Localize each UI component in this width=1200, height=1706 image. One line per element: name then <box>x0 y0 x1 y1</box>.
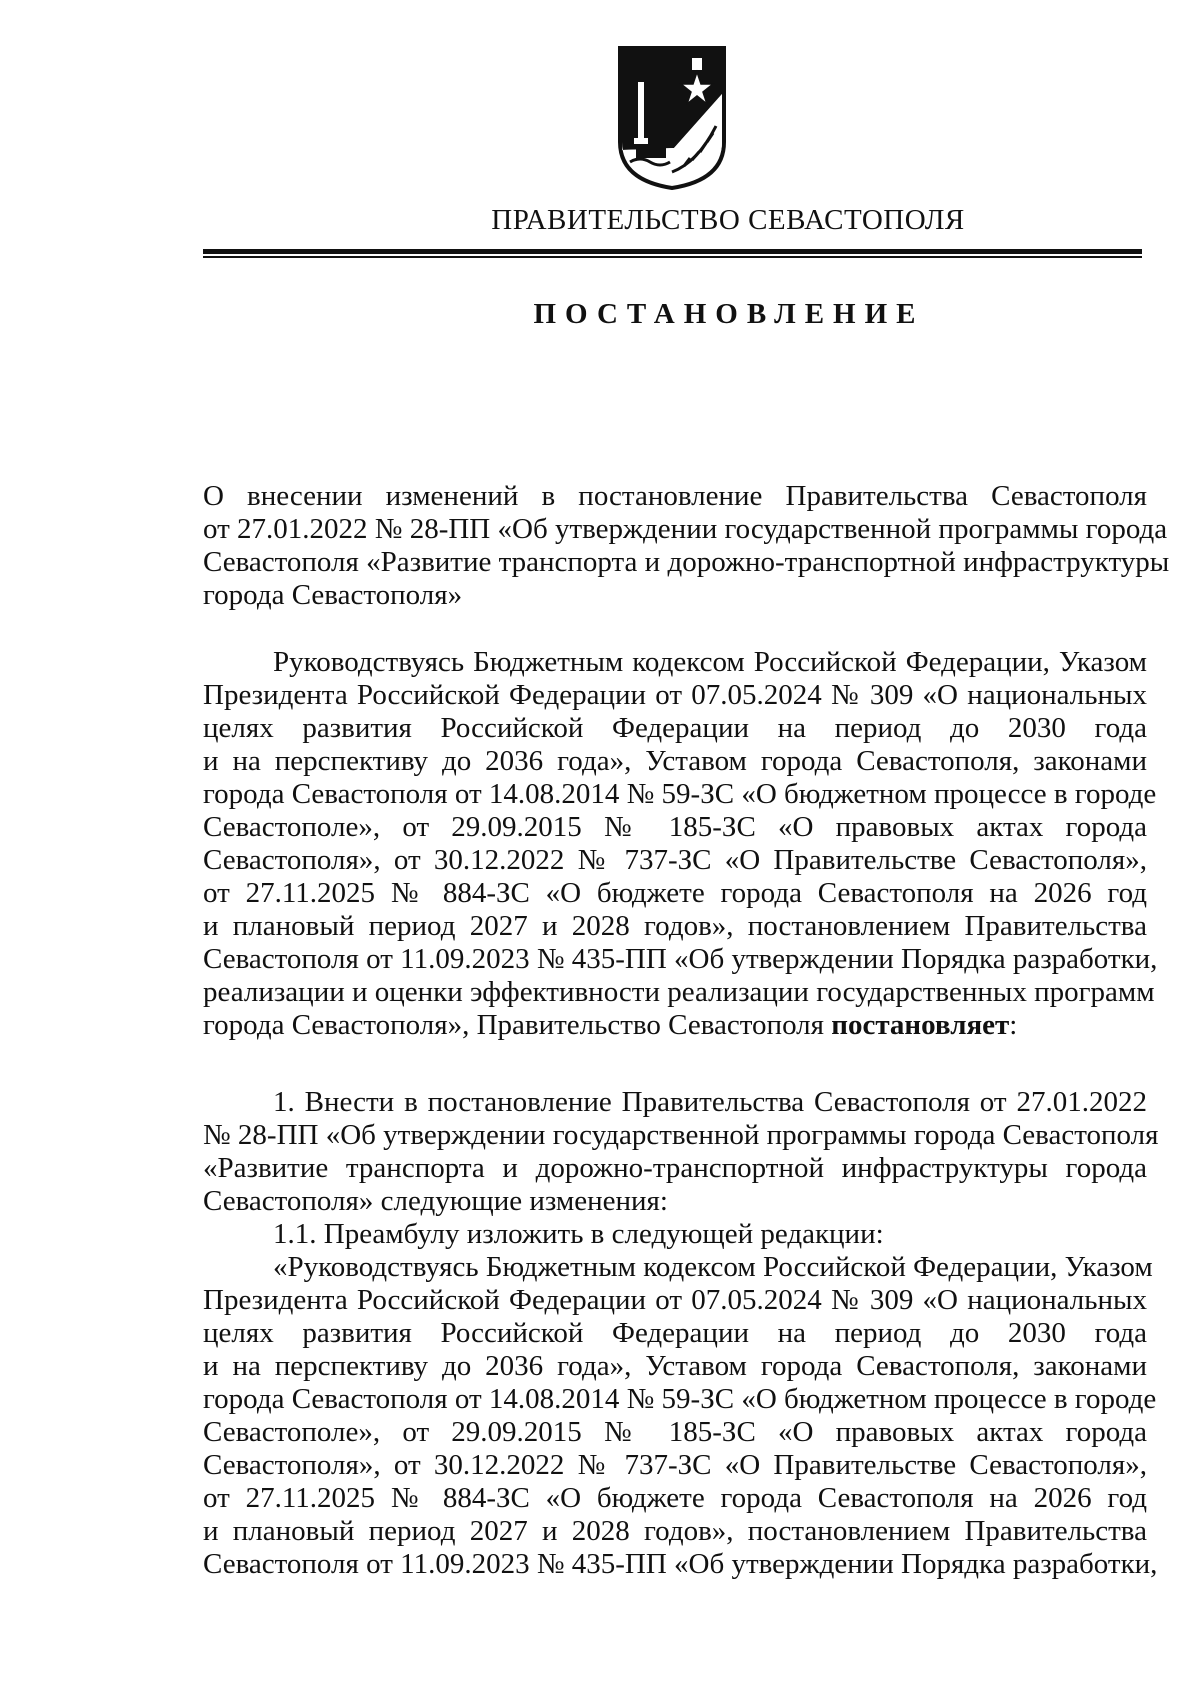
government-title: ПРАВИТЕЛЬСТВО СЕВАСТОПОЛЯ <box>491 204 965 236</box>
subject-line: от 27.01.2022 № 28-ПП «Об утверждении государственной программы города <box>203 513 1168 545</box>
item-1-1-line: и плановый период 2027 и 2028 годов», постановлением Правительства <box>203 1515 1147 1547</box>
item-1-block <box>203 1086 1159 1581</box>
preamble-line: от 27.11.2025 № 884-ЗС «О бюджете города Севастополя на 2026 год <box>203 877 1147 909</box>
item-1-1-line: и на перспективу до 2036 года», Уставом города Севастополя, законами <box>203 1350 1147 1382</box>
preamble-line: Севастополе», от 29.09.2015 № 185-ЗС «О правовых актах города <box>203 811 1147 843</box>
preamble-line: Севастополя», от 30.12.2022 № 737-ЗС «О Правительстве Севастополя», <box>203 844 1147 876</box>
item-1-1-heading: 1.1. Преамбулу изложить в следующей редакции: <box>273 1218 884 1250</box>
resolves-colon: : <box>1009 1009 1018 1041</box>
subject-line: Севастополя «Развитие транспорта и дорожно-транспортной инфраструктуры <box>203 546 1170 578</box>
item-1-1-line: города Севастополя от 14.08.2014 № 59-ЗС «О бюджетном процессе в городе <box>203 1383 1157 1415</box>
document-type-title: ПОСТАНОВЛЕНИЕ <box>533 298 925 330</box>
preamble-line: Севастополя от 11.09.2023 № 435-ПП «Об утверждении Порядка разработки, <box>203 943 1158 975</box>
subject-line: города Севастополя» <box>203 579 463 611</box>
preamble-line: и плановый период 2027 и 2028 годов», постановлением Правительства <box>203 910 1147 942</box>
header-rule-thick <box>203 249 1142 254</box>
header-rule-thin <box>203 256 1142 258</box>
preamble-last-text: города Севастополя», Правительство Севастополя <box>203 1009 832 1041</box>
item-1-line: 1. Внести в постановление Правительства Севастополя от 27.01.2022 <box>273 1086 1147 1118</box>
item-1-1-line: целях развития Российской Федерации на период до 2030 года <box>203 1317 1147 1349</box>
item-1-1-line: Севастополе», от 29.09.2015 № 185-ЗС «О правовых актах города <box>203 1416 1147 1448</box>
preamble-line: Президента Российской Федерации от 07.05.2024 № 309 «О национальных <box>203 679 1147 711</box>
item-1-line: № 28-ПП «Об утверждении государственной программы города Севастополя <box>203 1119 1159 1151</box>
preamble-last-line <box>203 1009 1147 1042</box>
item-1-line: Севастополя» следующие изменения: <box>203 1185 668 1217</box>
sevastopol-coat-of-arms-icon <box>612 42 732 192</box>
item-1-1-line: «Руководствуясь Бюджетным кодексом Российской Федерации, Указом <box>273 1251 1153 1283</box>
preamble-line: реализации и оценки эффективности реализации государственных программ <box>203 976 1155 1008</box>
preamble-line: и на перспективу до 2036 года», Уставом города Севастополя, законами <box>203 745 1147 777</box>
resolves-word: постановляет <box>831 1009 1010 1041</box>
subject-block <box>203 480 1170 612</box>
item-1-1-line: Президента Российской Федерации от 07.05.2024 № 309 «О национальных <box>203 1284 1147 1316</box>
item-1-line: «Развитие транспорта и дорожно-транспортной инфраструктуры города <box>203 1152 1147 1184</box>
preamble-line: целях развития Российской Федерации на период до 2030 года <box>203 712 1147 744</box>
subject-line: О внесении изменений в постановление Правительства Севастополя <box>203 480 1147 512</box>
item-1-1-line: от 27.11.2025 № 884-ЗС «О бюджете города Севастополя на 2026 год <box>203 1482 1147 1514</box>
preamble-block <box>203 646 1158 1042</box>
item-1-1-line: Севастополя», от 30.12.2022 № 737-ЗС «О Правительстве Севастополя», <box>203 1449 1147 1481</box>
item-1-1-line: Севастополя от 11.09.2023 № 435-ПП «Об утверждении Порядка разработки, <box>203 1548 1158 1580</box>
preamble-line: Руководствуясь Бюджетным кодексом Российской Федерации, Указом <box>273 646 1147 678</box>
preamble-line: города Севастополя от 14.08.2014 № 59-ЗС «О бюджетном процессе в городе <box>203 778 1157 810</box>
